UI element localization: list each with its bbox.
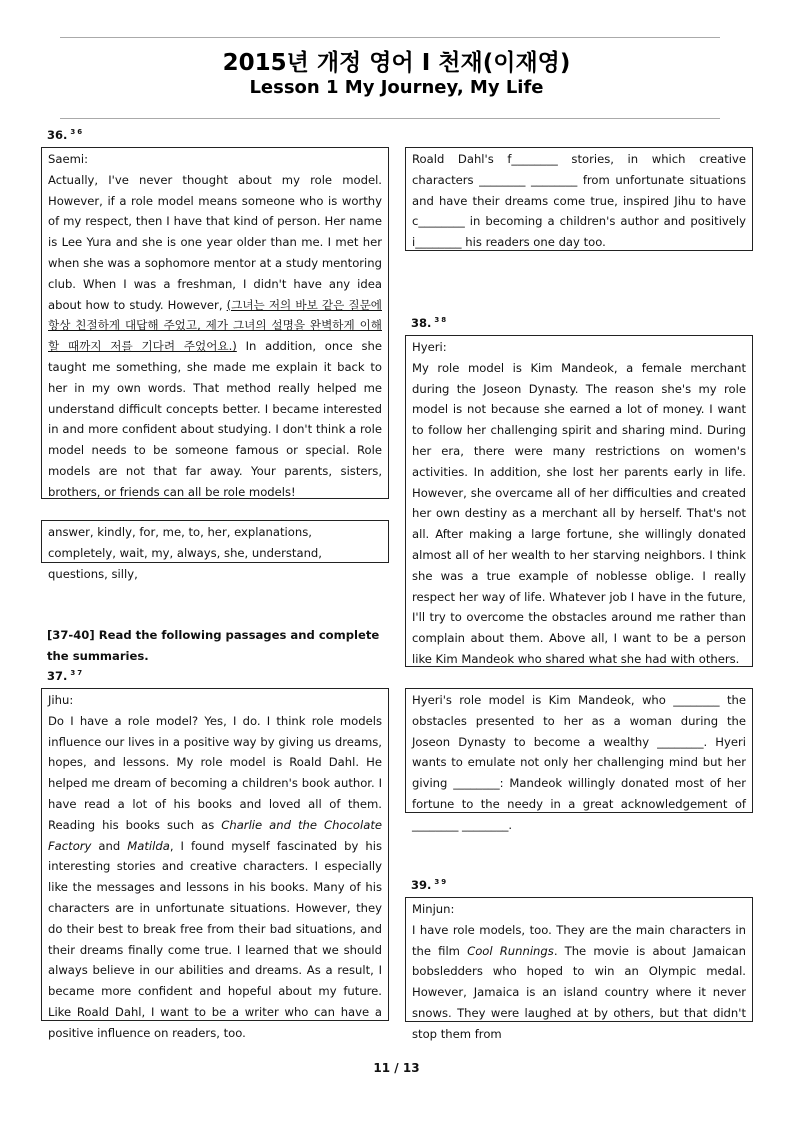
question-38-summary: Hyeri's role model is Kim Mandeok, who ________ the obstacles presented to her as a woman during the Joseon Dynasty to become a wealthy ________. Hyeri wants to emulate not only her challenging mind but her giving ________: Mandeok willingly donated most of her fortune to the needy in a great acknowledgement of ________ ________.: [405, 688, 753, 813]
korean-prompt: (그녀는 저의 바보 같은 질문에 항상 친절하게 대답해 주었고, 제가 그녀의 설명을 완벽하게 이해할 때까지 저를 기다려 주었어요.): [48, 297, 382, 354]
page-number: 11 / 13: [373, 1061, 420, 1075]
speaker: Jihu:: [48, 693, 74, 707]
question-38-label: 38. $^{38}$: [411, 316, 449, 330]
instruction: [37-40] Read the following passages and complete the summaries.: [47, 628, 380, 663]
question-39-passage: [405, 897, 753, 1041]
speaker: Minjun:: [412, 902, 455, 916]
speaker: Hyeri:: [412, 340, 447, 354]
question-38-passage: [405, 335, 753, 667]
question-36-passage: [41, 147, 389, 499]
word-bank: answer, kindly, for, me, to, her, explanations, completely, wait, my, always, she, understand, questions, silly,: [41, 520, 389, 563]
question-36-label: 36. $^{36}$: [47, 128, 85, 142]
question-39-label: 39. $^{39}$: [411, 878, 449, 892]
header-rule: [60, 37, 720, 38]
passage-text: I have role models, too. They are the main characters in the film Cool Runnings. The movie is about Jamaican bobsledders who hoped to win an Olympic medal. However, Jamaica is an island country where it never snows. They were laughed at by others, but that didn't stop them from: [412, 922, 746, 1041]
header-rule-bottom: [60, 118, 720, 119]
document-title: 2015년 개정 영어 I 천재(이재영): [222, 50, 571, 76]
passage-text: Actually, I've never thought about my role model. However, if a role model means someone who is worthy of my respect, then I have that kind of person. Her name is Lee Yura and she is one year older than me. I met her when she was a sophomore mentor at a study mentoring club. When I was a freshman, I didn't have any idea about how to study. However, (그녀는 저의 바보 같은 질문에 항상 친절하게 대답해 주었고, 제가 그녀의 설명을 완벽하게 이해할 때까지 저를 기다려 주었어요.) In addition, once she taught me something, she made me explain it back to her in my own words. That method really helped me understand difficult concepts better. I became interested in and more confident about studying. I don't think a role model needs to be someone famous or special. Role models are not that far away. Your parents, sisters, brothers, or friends can all be role models!: [48, 172, 382, 499]
question-37-summary: Roald Dahl's f________ stories, in which creative characters ________ ________ from unfortunate situations and have their dreams come true, inspired Jihu to have c________ in becoming a children's author and positively i________ his readers one day too.: [405, 147, 753, 251]
question-37-passage: [41, 688, 389, 1040]
passage-text: My role model is Kim Mandeok, a female merchant during the Joseon Dynasty. The reason she's my role model is not because she earned a lot of money. I want to follow her challenging spirit and sharing mind. During her era, there were many restrictions on women's activities. In addition, she lost her parents early in life. However, she overcame all of her difficulties and created her own destiny as a merchant all by herself. That's not all. After making a large fortune, she willingly donated almost all of her wealth to her starving neighbors. I think she was a true example of noblesse oblige. I really respect her way of life. Whatever job I have in the future, I'll try to overcome the obstacles around me rather than complain about them. Above all, I want to be a person like Kim Mandeok who shared what she had with others.: [412, 360, 746, 666]
document-subtitle: Lesson 1 My Journey, My Life: [249, 77, 544, 98]
passage-text: Do I have a role model? Yes, I do. I think role models influence our lives in a positive way by giving us dreams, hopes, and lessons. My role model is Roald Dahl. He helped me dream of becoming a children's book author. I have read a lot of his books and loved all of them. Reading his books such as Charlie and the Chocolate Factory and Matilda, I found myself fascinated by his interesting stories and creative characters. I especially like the messages and lessons in his books. Many of his characters are in unfortunate situations. However, they do their best to break free from their bad situations, and their dreams finally come true. I learned that we should always believe in our abilities and dreams. As a result, I became more confident and hopeful about my future. Like Roald Dahl, I want to be a writer who can have a positive influence on readers, too.: [48, 713, 382, 1040]
question-37-label: 37. $^{37}$: [47, 669, 85, 683]
speaker: Saemi:: [48, 152, 89, 166]
